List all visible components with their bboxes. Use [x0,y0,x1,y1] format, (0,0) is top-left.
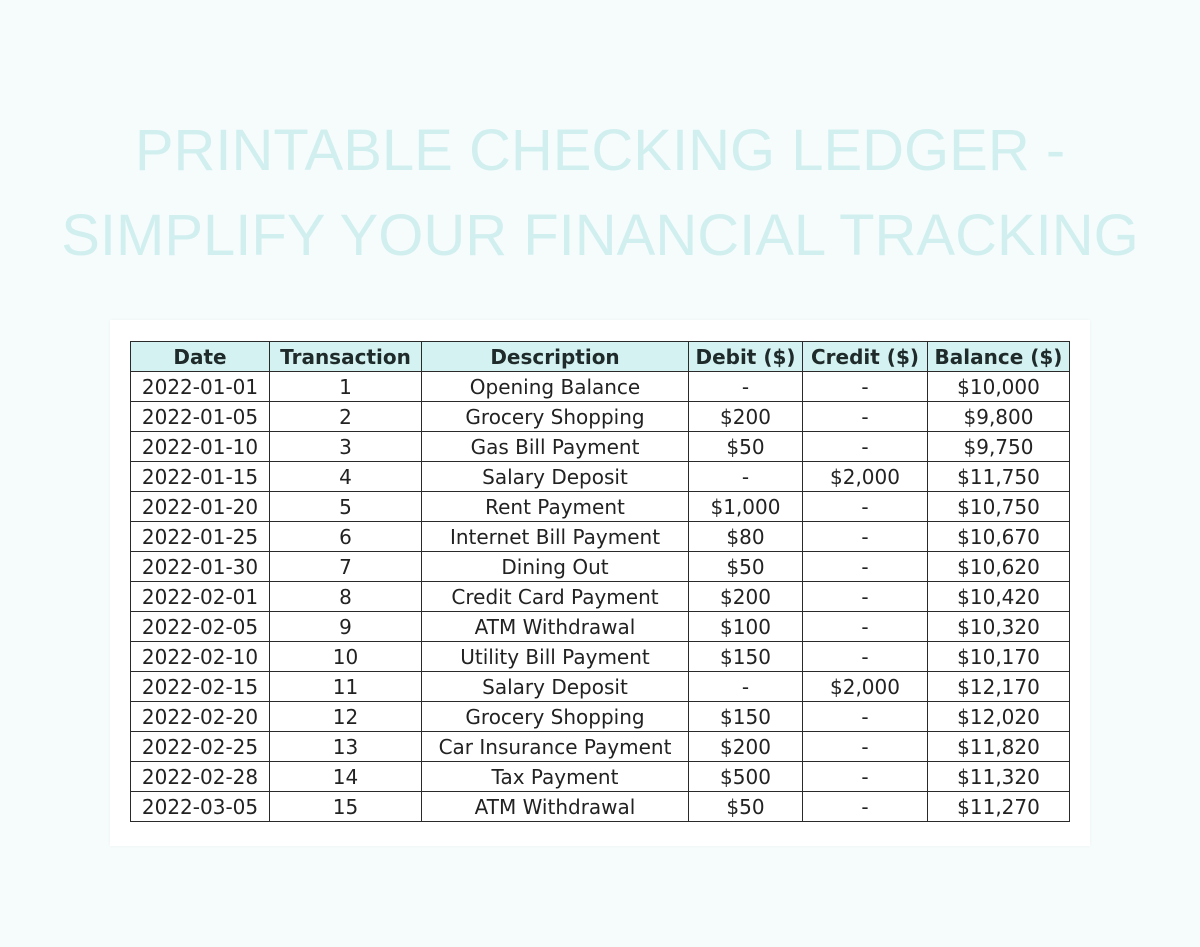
cell-transaction: 14 [270,762,422,792]
cell-date: 2022-01-25 [131,522,270,552]
cell-debit: $1,000 [689,492,803,522]
cell-credit: - [803,762,928,792]
cell-transaction: 3 [270,432,422,462]
cell-description: Salary Deposit [422,672,689,702]
cell-credit: $2,000 [803,462,928,492]
table-row [131,552,1070,582]
table-row [131,702,1070,732]
cell-balance: $11,820 [928,732,1070,762]
cell-credit: - [803,522,928,552]
cell-description: Dining Out [422,552,689,582]
cell-credit: $2,000 [803,672,928,702]
cell-description: Grocery Shopping [422,402,689,432]
cell-description: Car Insurance Payment [422,732,689,762]
cell-date: 2022-01-01 [131,372,270,402]
cell-debit: - [689,672,803,702]
cell-date: 2022-01-05 [131,402,270,432]
cell-debit: $500 [689,762,803,792]
table-row [131,792,1070,822]
table-row [131,492,1070,522]
cell-credit: - [803,642,928,672]
cell-balance: $10,320 [928,612,1070,642]
cell-balance: $11,270 [928,792,1070,822]
cell-transaction: 1 [270,372,422,402]
cell-credit: - [803,582,928,612]
cell-date: 2022-01-20 [131,492,270,522]
cell-transaction: 9 [270,612,422,642]
cell-date: 2022-02-15 [131,672,270,702]
cell-credit: - [803,702,928,732]
cell-balance: $12,170 [928,672,1070,702]
cell-description: ATM Withdrawal [422,612,689,642]
table-row [131,642,1070,672]
cell-balance: $9,800 [928,402,1070,432]
cell-debit: $200 [689,732,803,762]
cell-date: 2022-03-05 [131,792,270,822]
page-title-line-2: SIMPLIFY YOUR FINANCIAL TRACKING [61,203,1139,268]
cell-credit: - [803,732,928,762]
cell-credit: - [803,552,928,582]
table-row [131,432,1070,462]
cell-date: 2022-01-15 [131,462,270,492]
cell-description: Credit Card Payment [422,582,689,612]
cell-credit: - [803,612,928,642]
cell-balance: $11,320 [928,762,1070,792]
column-header-credit: Credit ($) [803,342,928,372]
page-title-line-1: PRINTABLE CHECKING LEDGER - [134,118,1066,183]
table-row [131,372,1070,402]
cell-debit: $50 [689,552,803,582]
cell-credit: - [803,372,928,402]
table-row [131,612,1070,642]
cell-debit: - [689,462,803,492]
cell-credit: - [803,492,928,522]
cell-debit: $50 [689,432,803,462]
cell-date: 2022-02-05 [131,612,270,642]
cell-transaction: 11 [270,672,422,702]
cell-balance: $9,750 [928,432,1070,462]
cell-debit: $200 [689,402,803,432]
ledger-card [110,320,1090,846]
cell-debit: $80 [689,522,803,552]
cell-debit: $150 [689,702,803,732]
cell-description: Rent Payment [422,492,689,522]
cell-credit: - [803,402,928,432]
cell-debit: - [689,372,803,402]
cell-transaction: 7 [270,552,422,582]
cell-date: 2022-02-28 [131,762,270,792]
cell-transaction: 6 [270,522,422,552]
cell-description: Salary Deposit [422,462,689,492]
table-row [131,582,1070,612]
cell-debit: $100 [689,612,803,642]
cell-date: 2022-01-10 [131,432,270,462]
cell-transaction: 8 [270,582,422,612]
cell-transaction: 4 [270,462,422,492]
cell-description: Tax Payment [422,762,689,792]
cell-debit: $50 [689,792,803,822]
cell-transaction: 15 [270,792,422,822]
cell-description: Grocery Shopping [422,702,689,732]
column-header-balance: Balance ($) [928,342,1070,372]
cell-description: Gas Bill Payment [422,432,689,462]
cell-credit: - [803,792,928,822]
table-row [131,402,1070,432]
column-header-description: Description [422,342,689,372]
cell-balance: $12,020 [928,702,1070,732]
cell-description: Internet Bill Payment [422,522,689,552]
cell-balance: $10,750 [928,492,1070,522]
cell-balance: $10,420 [928,582,1070,612]
cell-balance: $10,170 [928,642,1070,672]
cell-balance: $10,620 [928,552,1070,582]
table-row [131,462,1070,492]
cell-date: 2022-02-20 [131,702,270,732]
column-header-debit: Debit ($) [689,342,803,372]
cell-transaction: 12 [270,702,422,732]
cell-balance: $10,000 [928,372,1070,402]
cell-date: 2022-02-10 [131,642,270,672]
cell-date: 2022-01-30 [131,552,270,582]
table-header-row [131,342,1070,372]
cell-transaction: 13 [270,732,422,762]
column-header-date: Date [131,342,270,372]
cell-debit: $200 [689,582,803,612]
cell-transaction: 10 [270,642,422,672]
cell-transaction: 5 [270,492,422,522]
ledger-table [130,341,1070,822]
table-row [131,672,1070,702]
cell-balance: $11,750 [928,462,1070,492]
cell-balance: $10,670 [928,522,1070,552]
cell-date: 2022-02-01 [131,582,270,612]
column-header-transaction: Transaction [270,342,422,372]
cell-transaction: 2 [270,402,422,432]
table-row [131,762,1070,792]
cell-description: Opening Balance [422,372,689,402]
cell-description: Utility Bill Payment [422,642,689,672]
cell-date: 2022-02-25 [131,732,270,762]
table-row [131,522,1070,552]
cell-description: ATM Withdrawal [422,792,689,822]
cell-credit: - [803,432,928,462]
table-row [131,732,1070,762]
cell-debit: $150 [689,642,803,672]
